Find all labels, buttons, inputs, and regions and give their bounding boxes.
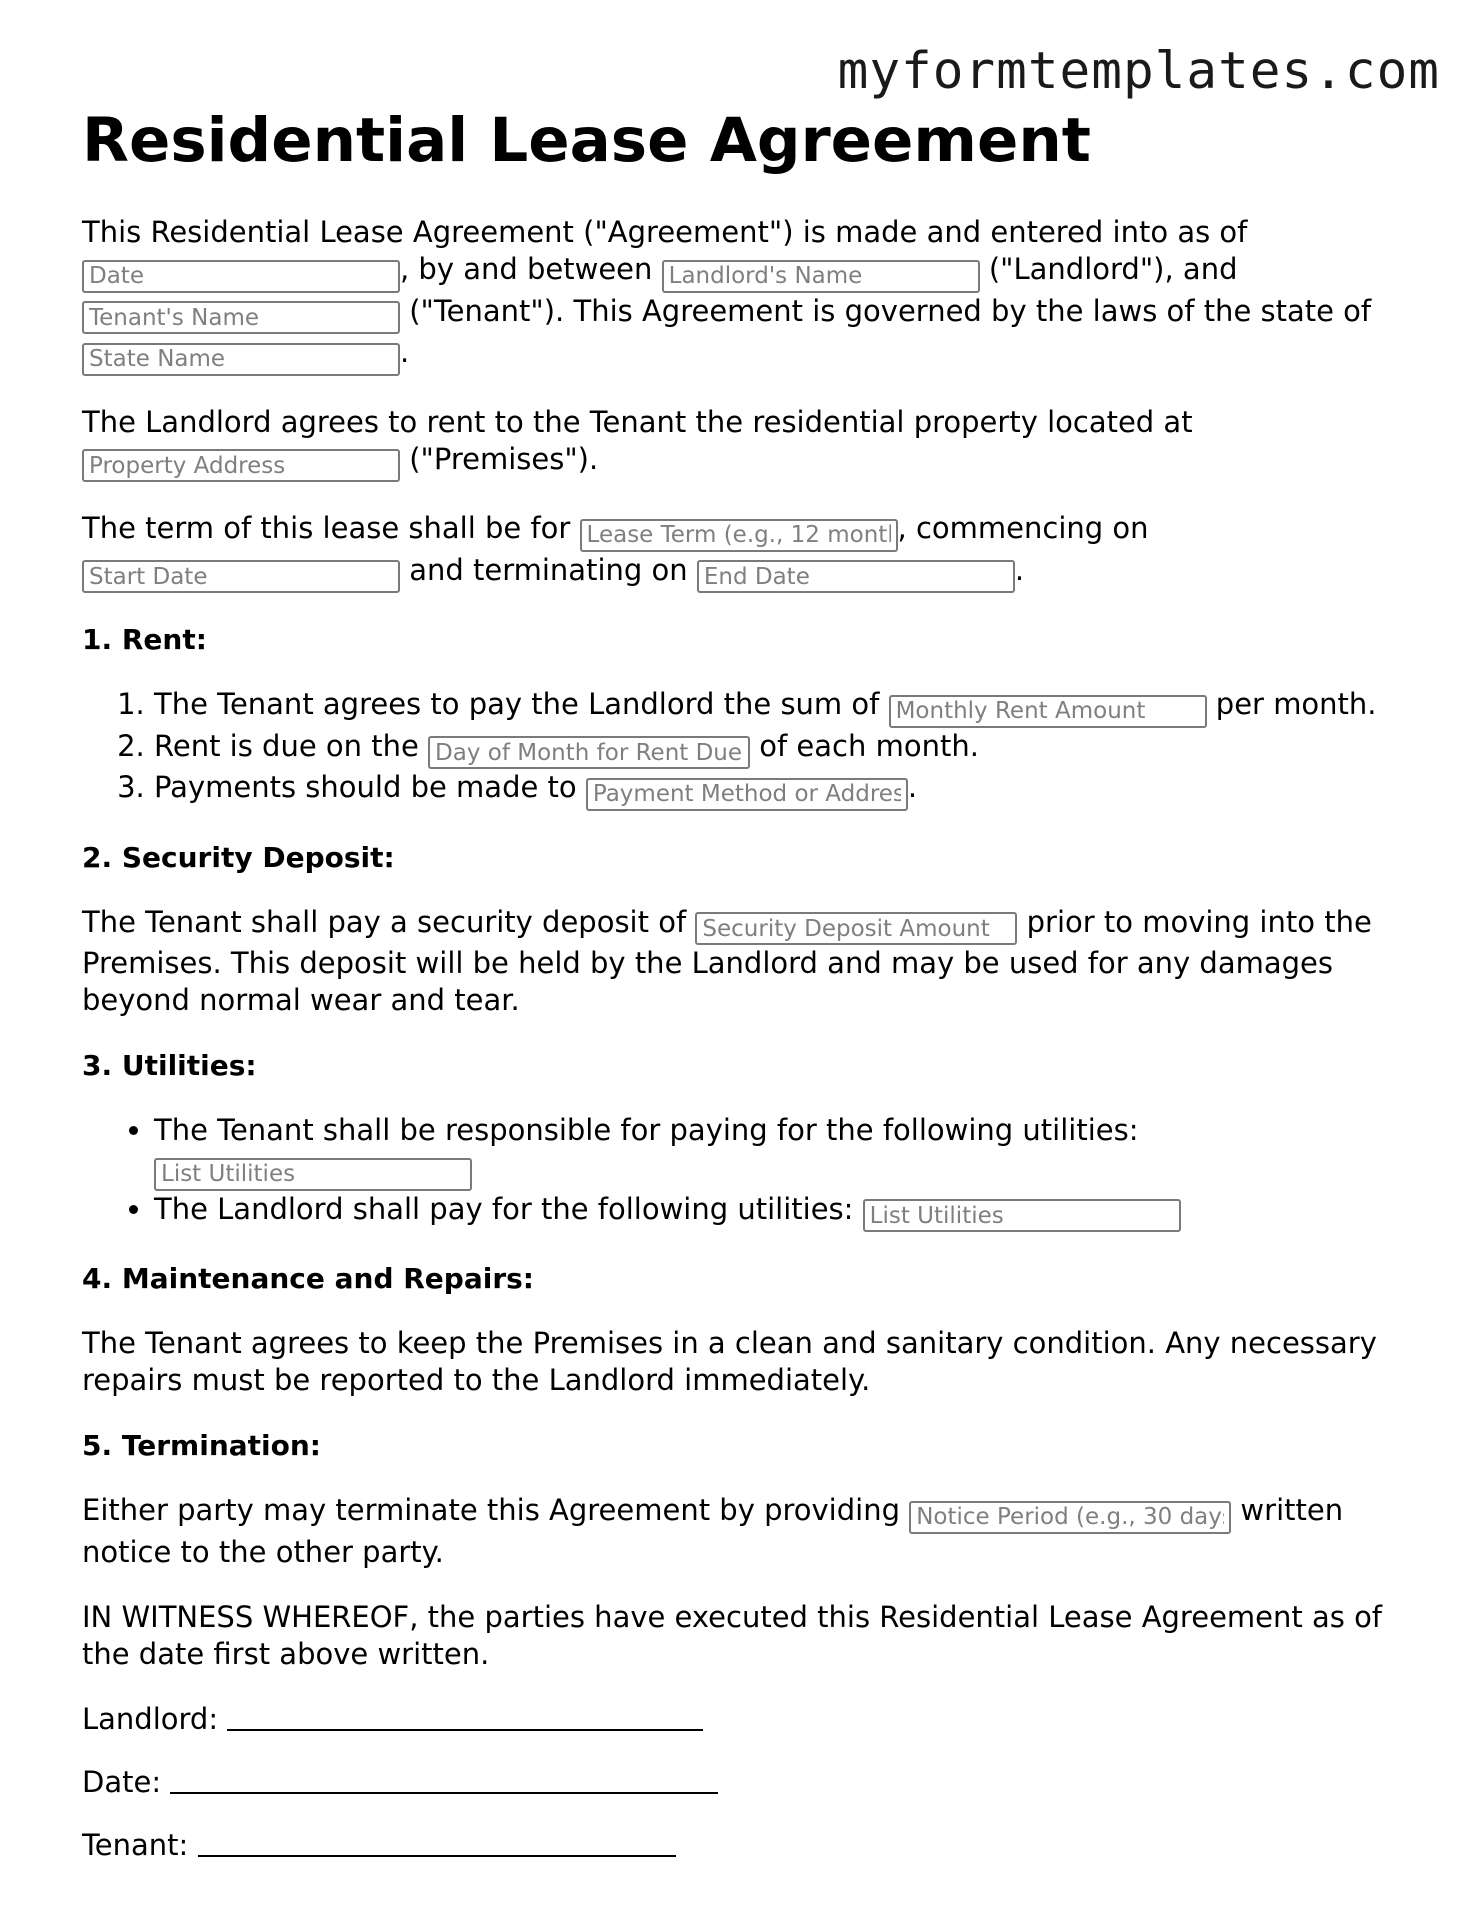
deposit-text: prior to moving into the bbox=[1017, 904, 1372, 939]
termination-text: Either party may terminate this Agreement by providing bbox=[82, 1493, 910, 1527]
landlord-signature-label: Landlord: bbox=[82, 1701, 228, 1736]
tenant-signature-label: Tenant: bbox=[82, 1827, 198, 1862]
premises-text: ("Premises"). bbox=[400, 441, 599, 476]
landlord-name-input[interactable] bbox=[662, 260, 980, 293]
intro-paragraph bbox=[82, 214, 1412, 376]
rent-heading: 1. Rent: bbox=[82, 623, 207, 656]
intro-text: , by and between bbox=[400, 252, 662, 286]
rent-due-day-input[interactable] bbox=[428, 736, 750, 769]
landlord-signature-row bbox=[82, 1701, 1412, 1738]
end-date-input[interactable] bbox=[697, 560, 1015, 593]
termination-text: written bbox=[1231, 1493, 1344, 1527]
property-address-input[interactable] bbox=[82, 449, 400, 482]
maintenance-text: The Tenant agrees to keep the Premises in a clean and sanitary condition. Any necessary bbox=[82, 1326, 1377, 1360]
term-text: The term of this lease shall be for bbox=[82, 511, 580, 545]
utilities-text: The Tenant shall be responsible for paying for the following utilities: bbox=[154, 1113, 1139, 1147]
maintenance-text: repairs must be reported to the Landlord immediately. bbox=[82, 1363, 871, 1397]
rent-text: Rent is due on the bbox=[154, 728, 429, 763]
deposit-paragraph bbox=[82, 904, 1412, 1020]
rent-text: The Tenant agrees to pay the Landlord the sum of bbox=[154, 687, 889, 721]
tenant-signature-line[interactable] bbox=[198, 1827, 676, 1857]
rent-list bbox=[82, 686, 1412, 811]
date-signature-row bbox=[82, 1764, 1412, 1801]
premises-paragraph bbox=[82, 404, 1412, 483]
landlord-signature-line[interactable] bbox=[227, 1701, 703, 1731]
rent-text: . bbox=[907, 770, 918, 804]
tenant-utilities-input[interactable] bbox=[154, 1158, 472, 1191]
security-deposit-heading: 2. Security Deposit: bbox=[82, 840, 395, 874]
term-text: and terminating on bbox=[400, 552, 697, 587]
security-deposit-input[interactable] bbox=[695, 912, 1017, 945]
termination-heading: 5. Termination: bbox=[82, 1429, 321, 1462]
agreement-date-input[interactable] bbox=[82, 260, 400, 293]
rent-text: per month. bbox=[1206, 687, 1377, 721]
term-paragraph bbox=[82, 510, 1412, 593]
rent-text: of each month. bbox=[750, 728, 979, 763]
monthly-rent-input[interactable] bbox=[889, 695, 1207, 728]
rent-text: Payments should be made to bbox=[154, 770, 586, 804]
premises-text: The Landlord agrees to rent to the Tenant the residential property located at bbox=[82, 404, 1193, 439]
notice-period-input[interactable] bbox=[909, 1501, 1231, 1534]
utilities-heading: 3. Utilities: bbox=[82, 1049, 257, 1082]
deposit-text: Premises. This deposit will be held by the Landlord and may be used for any damages bbox=[82, 946, 1333, 980]
start-date-input[interactable] bbox=[82, 560, 400, 593]
tenant-name-input[interactable] bbox=[82, 301, 400, 334]
list-item bbox=[154, 1191, 1412, 1233]
deposit-text: The Tenant shall pay a security deposit of bbox=[82, 904, 696, 939]
term-text: . bbox=[1014, 552, 1025, 587]
deposit-text: beyond normal wear and tear. bbox=[82, 983, 520, 1017]
list-item bbox=[154, 686, 1412, 728]
payment-method-input[interactable] bbox=[586, 778, 908, 811]
state-name-input[interactable] bbox=[82, 343, 400, 376]
termination-paragraph bbox=[82, 1492, 1412, 1571]
document-title: Residential Lease Agreement bbox=[82, 105, 1091, 176]
witness-text: IN WITNESS WHEREOF, the parties have executed this Residential Lease Agreement as of bbox=[82, 1599, 1383, 1634]
intro-text: ("Landlord"), and bbox=[979, 252, 1238, 286]
list-item bbox=[154, 769, 1412, 811]
site-watermark: myformtemplates.com bbox=[837, 42, 1440, 101]
date-signature-line[interactable] bbox=[170, 1764, 718, 1794]
lease-document bbox=[82, 106, 1412, 1890]
witness-paragraph bbox=[82, 1599, 1412, 1673]
term-text: , commencing on bbox=[897, 511, 1149, 545]
landlord-utilities-input[interactable] bbox=[863, 1199, 1181, 1232]
intro-text: This Residential Lease Agreement ("Agreement") is made and entered into as of bbox=[82, 215, 1248, 249]
signature-block bbox=[82, 1701, 1412, 1864]
termination-text: notice to the other party. bbox=[82, 1534, 444, 1569]
list-item bbox=[154, 728, 1412, 770]
maintenance-heading: 4. Maintenance and Repairs: bbox=[82, 1262, 535, 1295]
tenant-signature-row bbox=[82, 1827, 1412, 1864]
lease-term-input[interactable] bbox=[580, 519, 898, 552]
intro-text: ("Tenant"). This Agreement is governed by the laws of the state of bbox=[400, 293, 1372, 328]
utilities-list bbox=[82, 1112, 1412, 1232]
maintenance-paragraph bbox=[82, 1325, 1412, 1399]
utilities-text: The Landlord shall pay for the following utilities: bbox=[154, 1191, 863, 1226]
list-item bbox=[154, 1112, 1412, 1191]
witness-text: the date first above written. bbox=[82, 1636, 490, 1671]
intro-text: . bbox=[400, 335, 410, 369]
date-signature-label: Date: bbox=[82, 1764, 171, 1799]
